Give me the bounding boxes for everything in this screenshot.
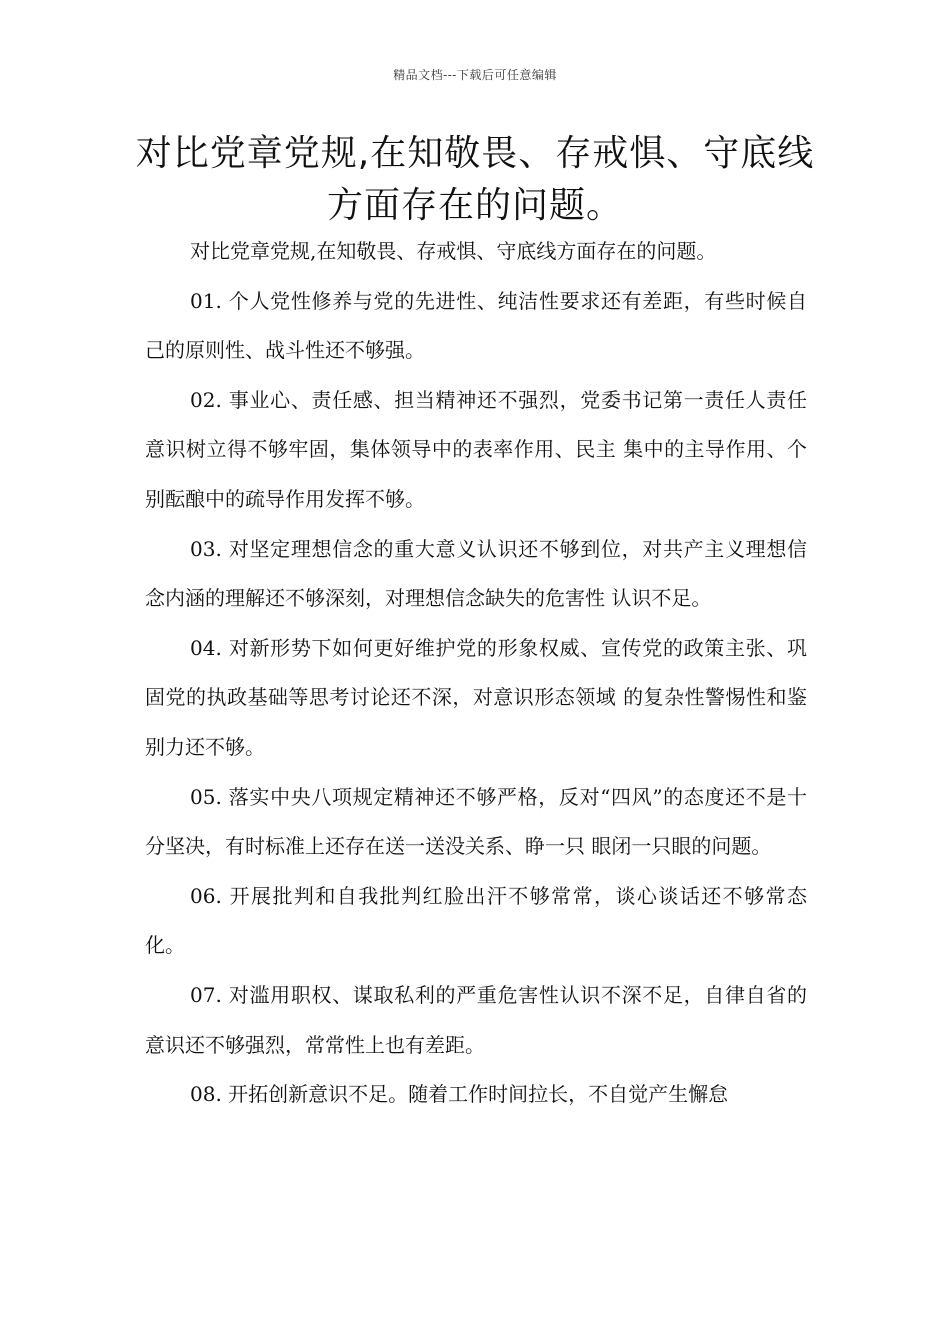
list-item: 04. 对新形势下如何更好维护党的形象权威、宣传党的政策主张、巩固党的执政基础等思考讨论还不深，对意识形态领域 的复杂性警惕性和鉴别力还不够。	[145, 635, 807, 759]
list-item: 02. 事业心、责任感、担当精神还不强烈，党委书记第一责任人责任意识树立得不够牢固，集体领导中的表率作用、民主 集中的主导作用、个别酝酿中的疏导作用发挥不够。	[145, 387, 807, 511]
document-body	[145, 227, 807, 1120]
header-note: 精品文档---下载后可任意编辑	[393, 68, 557, 82]
document-title: 对比党章党规,在知敬畏、存戒惧、守底线方面存在的问题。	[135, 133, 815, 226]
list-item: 05. 落实中央八项规定精神还不够严格，反对“四风”的态度还不是十分坚决，有时标准上还存在送一送没关系、睁一只 眼闭一只眼的问题。	[145, 784, 807, 859]
intro-paragraph: 对比党章党规,在知敬畏、存戒惧、守底线方面存在的问题。	[190, 239, 717, 263]
list-item: 07. 对滥用职权、谋取私利的严重危害性认识不深不足，自律自省的意识还不够强烈，常常性上也有差距。	[145, 982, 807, 1057]
list-item: 08. 开拓创新意识不足。随着工作时间拉长，不自觉产生懈怠	[190, 1082, 729, 1107]
list-item: 03. 对坚定理想信念的重大意义认识还不够到位，对共产主义理想信念内涵的理解还不够深刻，对理想信念缺失的危害性 认识不足。	[145, 536, 807, 611]
list-item: 06. 开展批判和自我批判红脸出汗不够常常，谈心谈话还不够常态化。	[145, 883, 807, 958]
list-item: 01. 个人党性修养与党的先进性、纯洁性要求还有差距，有些时候自己的原则性、战斗性还不够强。	[145, 288, 807, 363]
